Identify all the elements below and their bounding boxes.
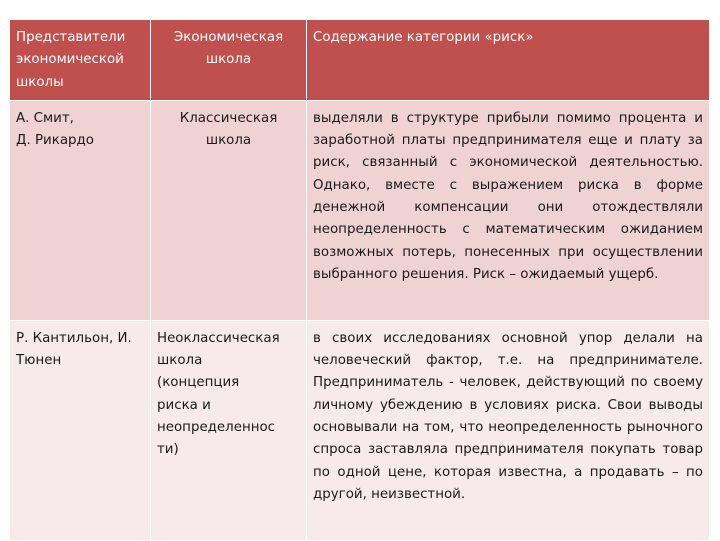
cell-risk-content: в своих исследованиях основной упор делали на человеческий фактор, т.е. на предпринимателе. Предприниматель - человек, действующий по своему личному убеждению в условиях риска. Свои выводы основывали на том, что неопределенность рыночного спроса заставляла предпринимателя покупать товар по одной цене, которая известна, а продавать – по другой, неизвестной.	[307, 320, 710, 540]
cell-representatives: Р. Кантильон, И. Тюнен	[10, 320, 151, 540]
header-risk-content: Содержание категории «риск»	[307, 20, 710, 101]
cell-representatives: А. Смит, Д. Рикардо	[10, 100, 151, 320]
cell-school: Классическая школа	[151, 100, 307, 320]
risk-category-table	[9, 19, 710, 541]
table-row	[10, 100, 710, 320]
header-school: Экономическая школа	[151, 20, 307, 101]
header-representatives: Представители экономической школы	[10, 20, 151, 101]
table-row	[10, 320, 710, 540]
risk-table-container	[9, 19, 709, 541]
table-header-row	[10, 20, 710, 101]
cell-risk-content: выделяли в структуре прибыли помимо процента и заработной платы предпринимателя еще и плату за риск, связанный с экономической деятельностью. Однако, вместе с выражением риска в форме денежной компенсации они отождествляли неопределенность с математическим ожиданием возможных потерь, понесенных при осуществлении выбранного решения. Риск – ожидаемый ущерб.	[307, 100, 710, 320]
cell-school: Неоклассическая школа (концепция риска и неопределеннос ти)	[151, 320, 307, 540]
